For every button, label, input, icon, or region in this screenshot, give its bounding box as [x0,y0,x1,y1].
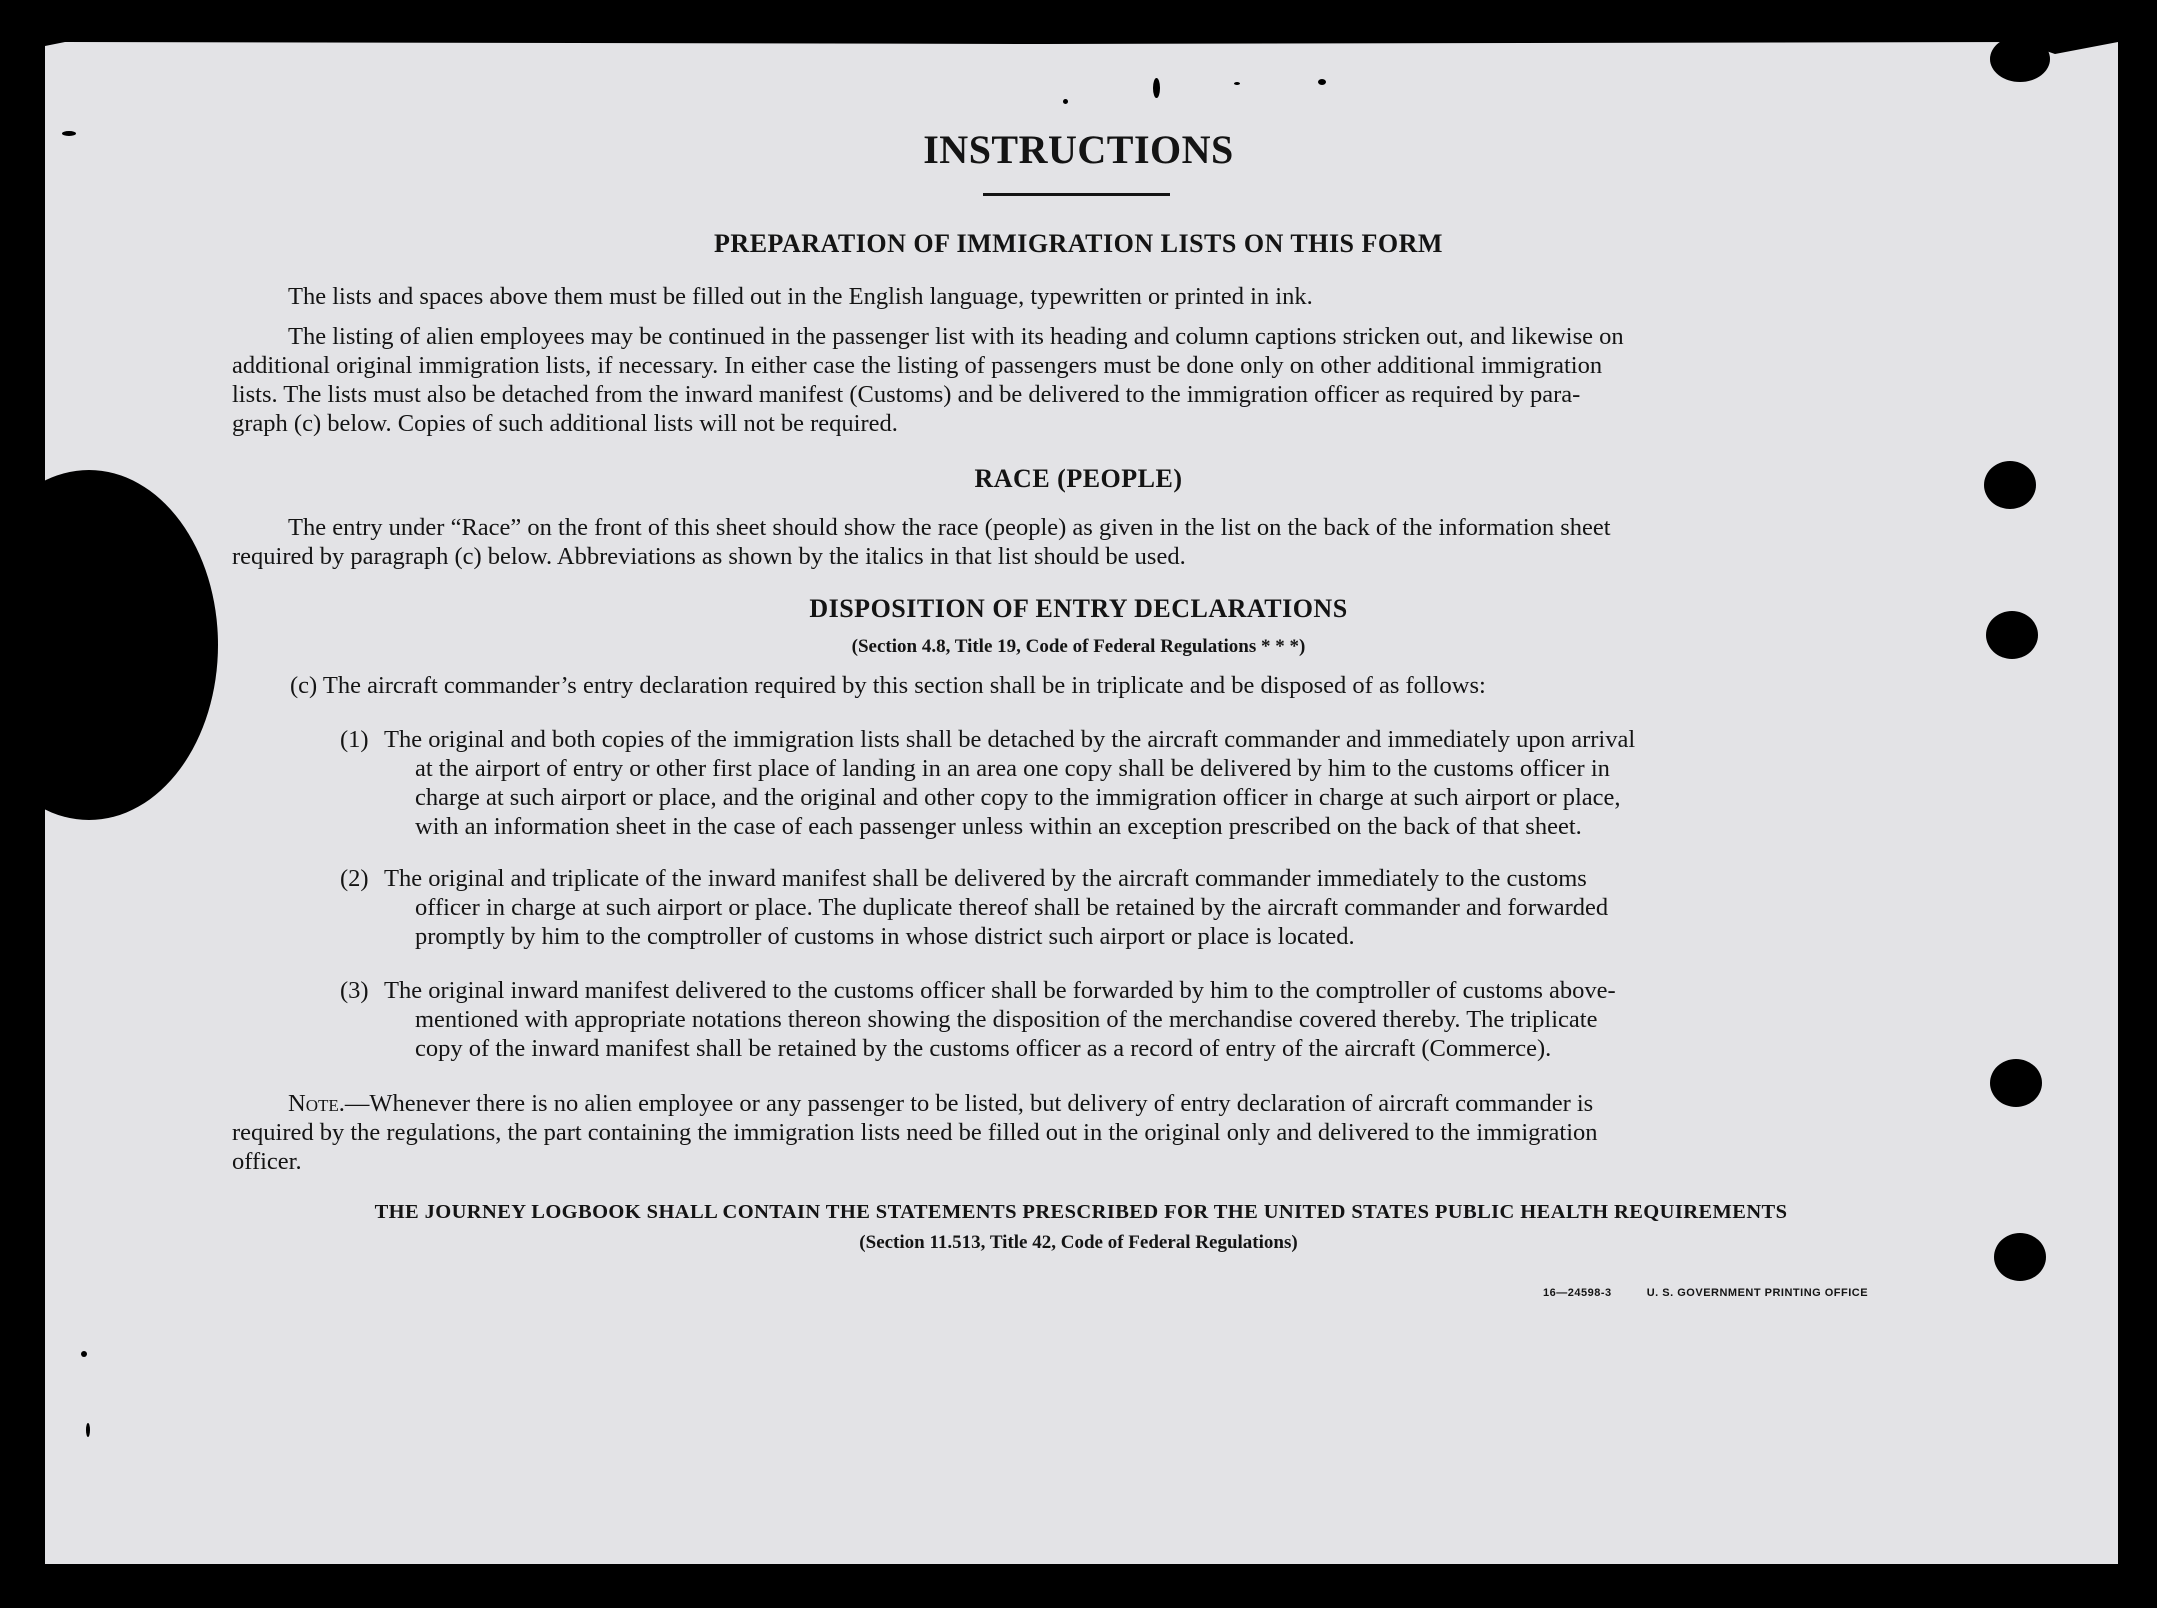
text-line: required by paragraph (c) below. Abbreviations as shown by the italics in that list should be used. [232,543,1186,570]
note-label: Note. [288,1090,345,1117]
preparation-paragraph-1 [288,282,1313,311]
item-number: (1) [340,726,369,753]
item-number: (2) [340,865,369,892]
race-paragraph [232,513,1926,571]
item-number: (3) [340,977,369,1004]
printing-office: U. S. GOVERNMENT PRINTING OFFICE [1646,1287,1869,1299]
text-line: —Whenever there is no alien employee or any passenger to be listed, but delivery of entry declaration of aircraft commander is [344,1090,1594,1117]
text-line: charge at such airport or place, and the original and other copy to the immigration officer in charge at such airport or place, [415,784,1621,811]
text-line: mentioned with appropriate notations thereon showing the disposition of the merchandise covered thereby. The triplicate [415,1006,1598,1033]
section-heading-preparation: PREPARATION OF IMMIGRATION LISTS ON THIS FORM [714,229,1443,258]
text-line: The entry under “Race” on the front of this sheet should show the race (people) as given in the list on the back of the information sheet [288,514,1611,541]
list-item-1 [340,725,1926,841]
preparation-paragraph-2 [232,322,1926,438]
title-divider [983,193,1170,196]
text-line: officer in charge at such airport or place. The duplicate thereof shall be retained by the aircraft commander and forwarded [415,894,1609,921]
text-line: required by the regulations, the part containing the immigration lists need be filled out in the original only and delivered to the immigration [232,1119,1598,1146]
text-line: at the airport of entry or other first place of landing in an area one copy shall be delivered by him to the customs officer in [415,755,1610,782]
section-heading-disposition: DISPOSITION OF ENTRY DECLARATIONS [809,594,1348,623]
text-line: The original and triplicate of the inward manifest shall be delivered by the aircraft commander immediately to the customs [384,865,1587,892]
public-health-citation: (Section 11.513, Title 42, Code of Federal Regulations) [859,1232,1298,1253]
section-heading-race: RACE (PEOPLE) [974,464,1183,493]
text-line: The original inward manifest delivered to the customs officer shall be forwarded by him to the comptroller of customs above- [384,977,1616,1004]
disposition-intro [290,671,1486,700]
text-line: lists. The lists must also be detached from the inward manifest (Customs) and be delivered to the immigration officer as required by para- [232,381,1581,408]
list-item-2 [340,864,1926,951]
text-line: promptly by him to the comptroller of customs in whose district such airport or place is located. [415,923,1355,950]
text-line: The listing of alien employees may be continued in the passenger list with its heading and column captions stricken out, and likewise on [288,323,1624,350]
list-item-3 [340,976,1926,1063]
printer-imprint [1543,1287,1868,1299]
text-line: officer. [232,1148,302,1175]
disposition-citation: (Section 4.8, Title 19, Code of Federal Regulations * * *) [851,636,1306,657]
text-line: The lists and spaces above them must be filled out in the English language, typewritten or printed in ink. [288,283,1313,310]
text-line: with an information sheet in the case of each passenger unless within an exception prescribed on the back of that sheet. [415,813,1582,840]
text-line: copy of the inward manifest shall be retained by the customs officer as a record of entry of the aircraft (Commerce). [415,1035,1552,1062]
page-title: INSTRUCTIONS [923,127,1234,172]
text-line: graph (c) below. Copies of such additional lists will not be required. [232,410,898,437]
text-line: additional original immigration lists, if necessary. In either case the listing of passengers must be done only on other additional immigration [232,352,1603,379]
note-paragraph [232,1089,1926,1176]
text-line: The original and both copies of the immigration lists shall be detached by the aircraft commander and immediately upon arrival [384,726,1636,753]
public-health-statement: THE JOURNEY LOGBOOK SHALL CONTAIN THE STATEMENTS PRESCRIBED FOR THE UNITED STATES PUBLIC HEALTH REQUIREMENTS [374,1201,1788,1223]
text-line: (c) The aircraft commander’s entry declaration required by this section shall be in triplicate and be disposed of as follows: [290,672,1486,699]
form-number: 16—24598-3 [1543,1287,1612,1299]
